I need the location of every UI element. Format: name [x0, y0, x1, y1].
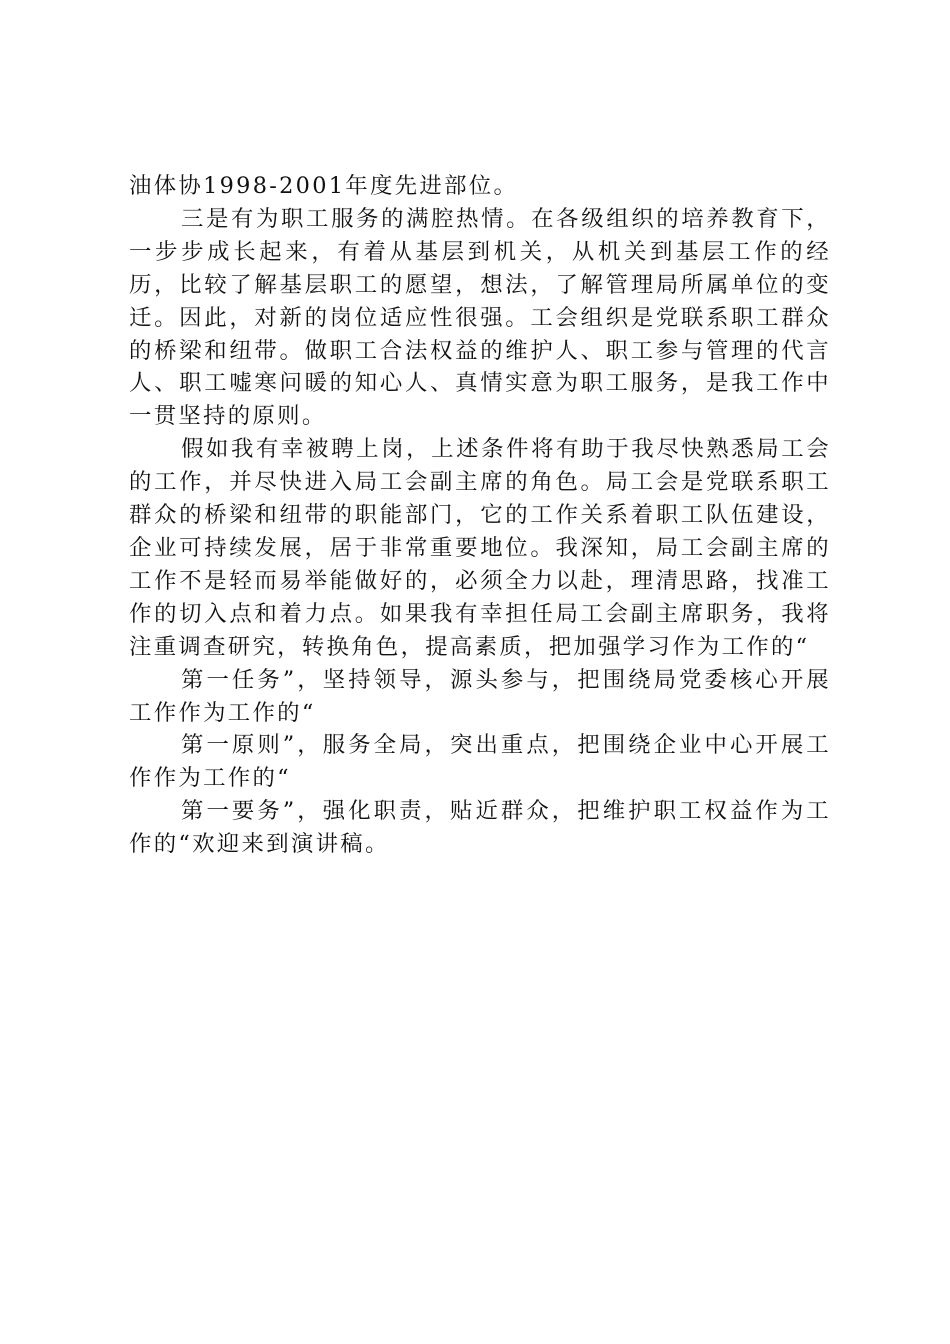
- paragraph-6: 第一要务”，强化职责，贴近群众，把维护职工权益作为工作的“欢迎来到演讲稿。: [129, 798, 831, 858]
- document-body: [129, 170, 831, 861]
- paragraph-3: 假如我有幸被聘上岗，上述条件将有助于我尽快熟悉局工会的工作，并尽快进入局工会副主席的角色。局工会是党联系职工群众的桥梁和纽带的职能部门，它的工作关系着职工队伍建设，企业可持续发展，居于非常重要地位。我深知，局工会副主席的工作不是轻而易举能做好的，必须全力以赴，理清思路，找准工作的切入点和着力点。如果我有幸担任局工会副主席职务，我将注重调查研究，转换角色，提高素质，把加强学习作为工作的“: [129, 436, 831, 660]
- paragraph-2: 三是有为职工服务的满腔热情。在各级组织的培养教育下，一步步成长起来，有着从基层到机关，从机关到基层工作的经历，比较了解基层职工的愿望，想法，了解管理局所属单位的变迁。因此，对新的岗位适应性很强。工会组织是党联系职工群众的桥梁和纽带。做职工合法权益的维护人、职工参与管理的代言人、职工嘘寒问暖的知心人、真情实意为职工服务，是我工作中一贯坚持的原则。: [129, 205, 831, 430]
- paragraph-1: 油体协1998-2001年度先进部位。: [129, 173, 519, 199]
- paragraph-4: 第一任务”，坚持领导，源头参与，把围绕局党委核心开展工作作为工作的“: [129, 666, 831, 726]
- paragraph-5: 第一原则”，服务全局，突出重点，把围绕企业中心开展工作作为工作的“: [129, 732, 831, 792]
